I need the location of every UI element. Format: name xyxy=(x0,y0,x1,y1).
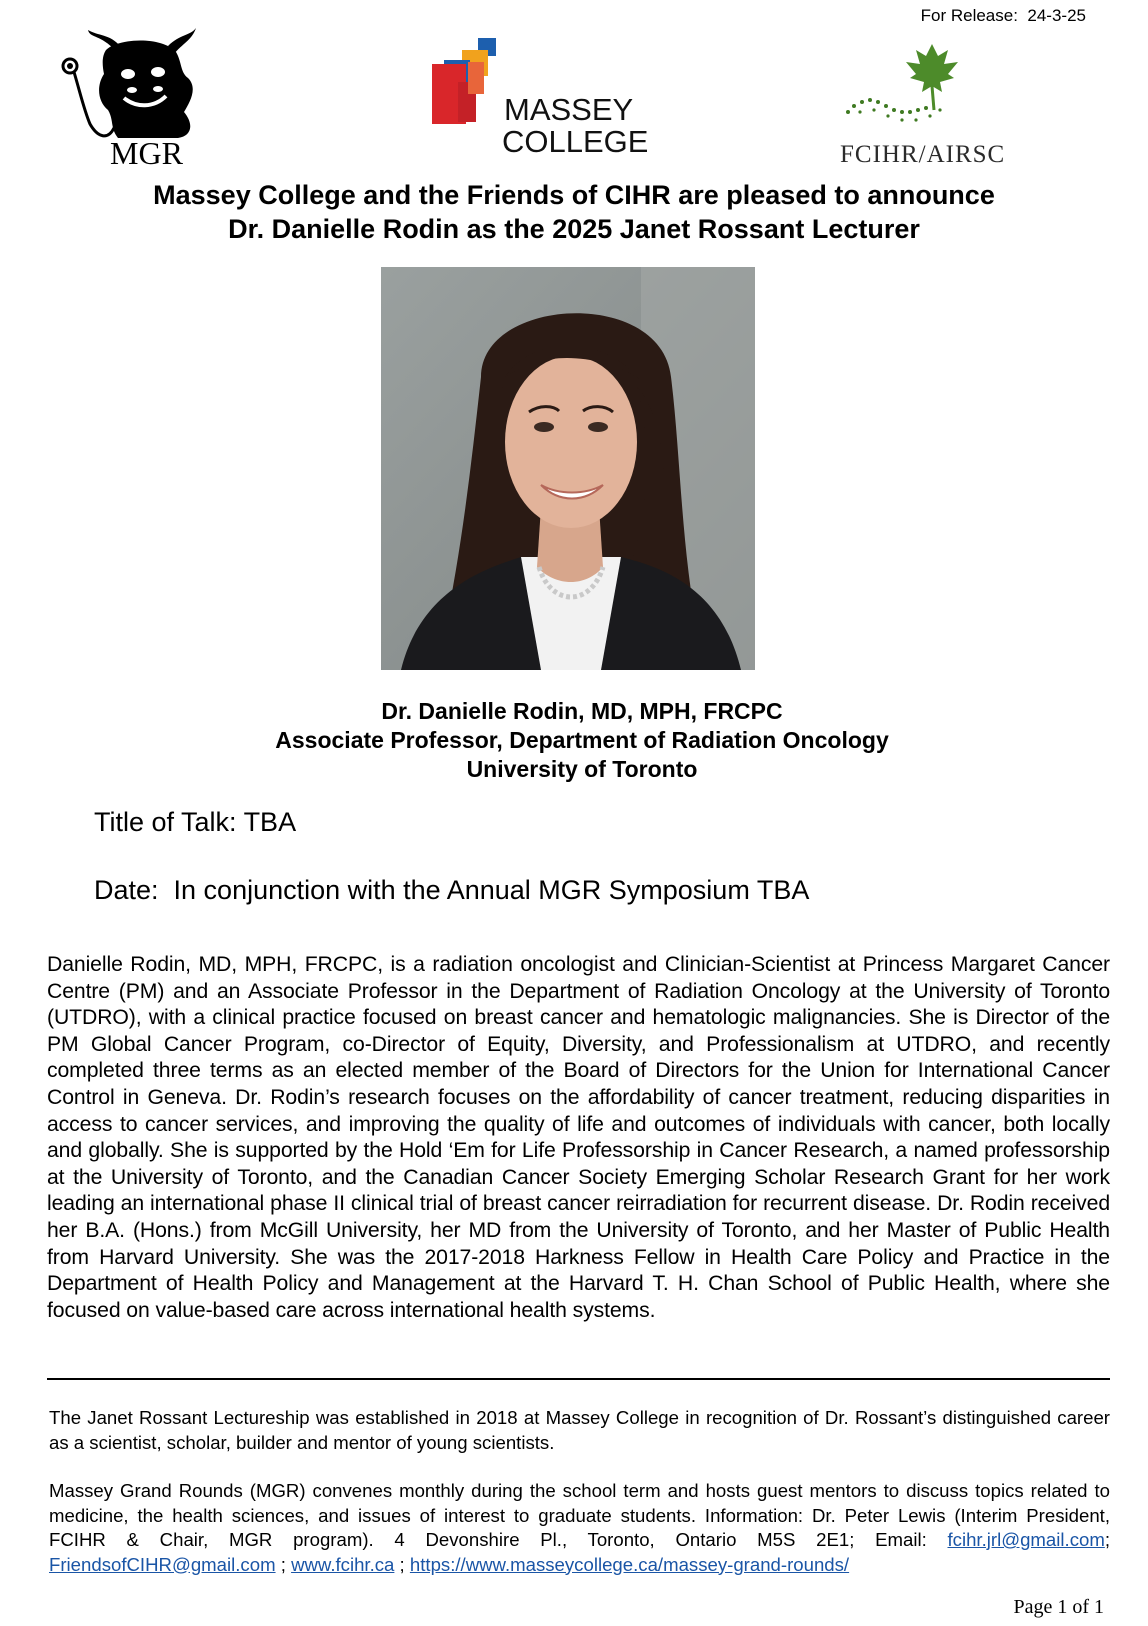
massey-logo-line1: MASSEY xyxy=(504,92,634,127)
mgr-info-text: Massey Grand Rounds (MGR) convenes monthly during the school term and hosts guest mentors to discuss topics related to medicine, the health sciences, and issues of interest to graduate students. Information: Dr. Peter Lewis (Interim President, FCIHR & Chair, MGR program). 4 Devonshire Pl., Toronto, Ontario M5S 2E1; Email: xyxy=(49,1480,1110,1550)
speaker-name: Dr. Danielle Rodin, MD, MPH, FRCPC xyxy=(381,698,783,724)
talk-date: Date: In conjunction with the Annual MGR Symposium TBA xyxy=(94,875,810,905)
mgr-information xyxy=(49,1479,1110,1577)
mgr-logo xyxy=(58,28,208,170)
speaker-portrait-photo xyxy=(381,267,755,670)
headline-line-2: Dr. Danielle Rodin as the 2025 Janet Rossant Lecturer xyxy=(228,214,920,244)
fcihr-logo-text: FCIHR/AIRSC xyxy=(840,141,1006,168)
speaker-biography: Danielle Rodin, MD, MPH, FRCPC, is a radiation oncologist and Clinician-Scientist at Princess Margaret Cancer Centre (PM) and an Associate Professor in the Department of Radiation Oncology at the University of Toronto (UTDRO), with a clinical practice focused on breast cancer and hematologic malignancies. She is Director of the PM Global Cancer Program, co-Director of Equity, Diversity, and Professionalism at UTDRO, and recently completed three terms as an elected member of the Board of Directors for the Union for International Cancer Control in Geneva. Dr. Rodin’s research focuses on the affordability of cancer treatment, reducing disparities in access to cancer services, and improving the quality of life and outcomes of individuals with cancer, both locally and globally. She is supported by the Hold ‘Em for Life Professorship in Cancer Research, a named professorship at the University of Toronto, and the Canadian Cancer Society Emerging Scholar Research Grant for her work leading an international phase II clinical trial of breast cancer reirradiation for recurrent disease. Dr. Rodin received her B.A. (Hons.) from McGill University, her MD from the University of Toronto, and her Master of Public Health from Harvard University. She was the 2017-2018 Harkness Fellow in Health Care Policy and Practice in the Department of Health Policy and Management at the Harvard T. H. Chan School of Public Health, where she focused on value-based care across international health systems. xyxy=(47,953,1110,1322)
massey-logo-line2: COLLEGE xyxy=(502,124,647,159)
website-link-fcihr[interactable]: www.fcihr.ca xyxy=(291,1553,395,1575)
headline-line-1: Massey College and the Friends of CIHR are pleased to announce xyxy=(153,180,995,210)
speaker-position: Associate Professor, Department of Radiation Oncology xyxy=(275,727,889,753)
page-number: Page 1 of 1 xyxy=(1013,1596,1104,1618)
email-link-fcihr-jrl[interactable]: fcihr.jrl@gmail.com xyxy=(947,1529,1105,1550)
link-separator: ; xyxy=(1104,1529,1110,1550)
email-link-friends-of-cihr[interactable]: FriendsofCIHR@gmail.com xyxy=(49,1553,276,1575)
section-divider xyxy=(47,1378,1110,1380)
mgr-logo-text: MGR xyxy=(110,135,183,170)
talk-title: Title of Talk: TBA xyxy=(94,807,297,837)
link-separator: ; xyxy=(275,1553,292,1575)
speaker-institution: University of Toronto xyxy=(466,756,698,782)
website-link-massey-grand-rounds[interactable]: https://www.masseycollege.ca/massey-grand-rounds/ xyxy=(409,1553,850,1575)
fcihr-logo xyxy=(840,40,1050,170)
release-date: For Release: 24-3-25 xyxy=(920,6,1086,25)
link-separator: ; xyxy=(394,1553,410,1575)
lectureship-description: The Janet Rossant Lectureship was established in 2018 at Massey College in recognition of Dr. Rossant’s distinguished career as a scientist, scholar, builder and mentor of young scientists. xyxy=(49,1407,1110,1453)
massey-college-logo xyxy=(432,38,647,163)
